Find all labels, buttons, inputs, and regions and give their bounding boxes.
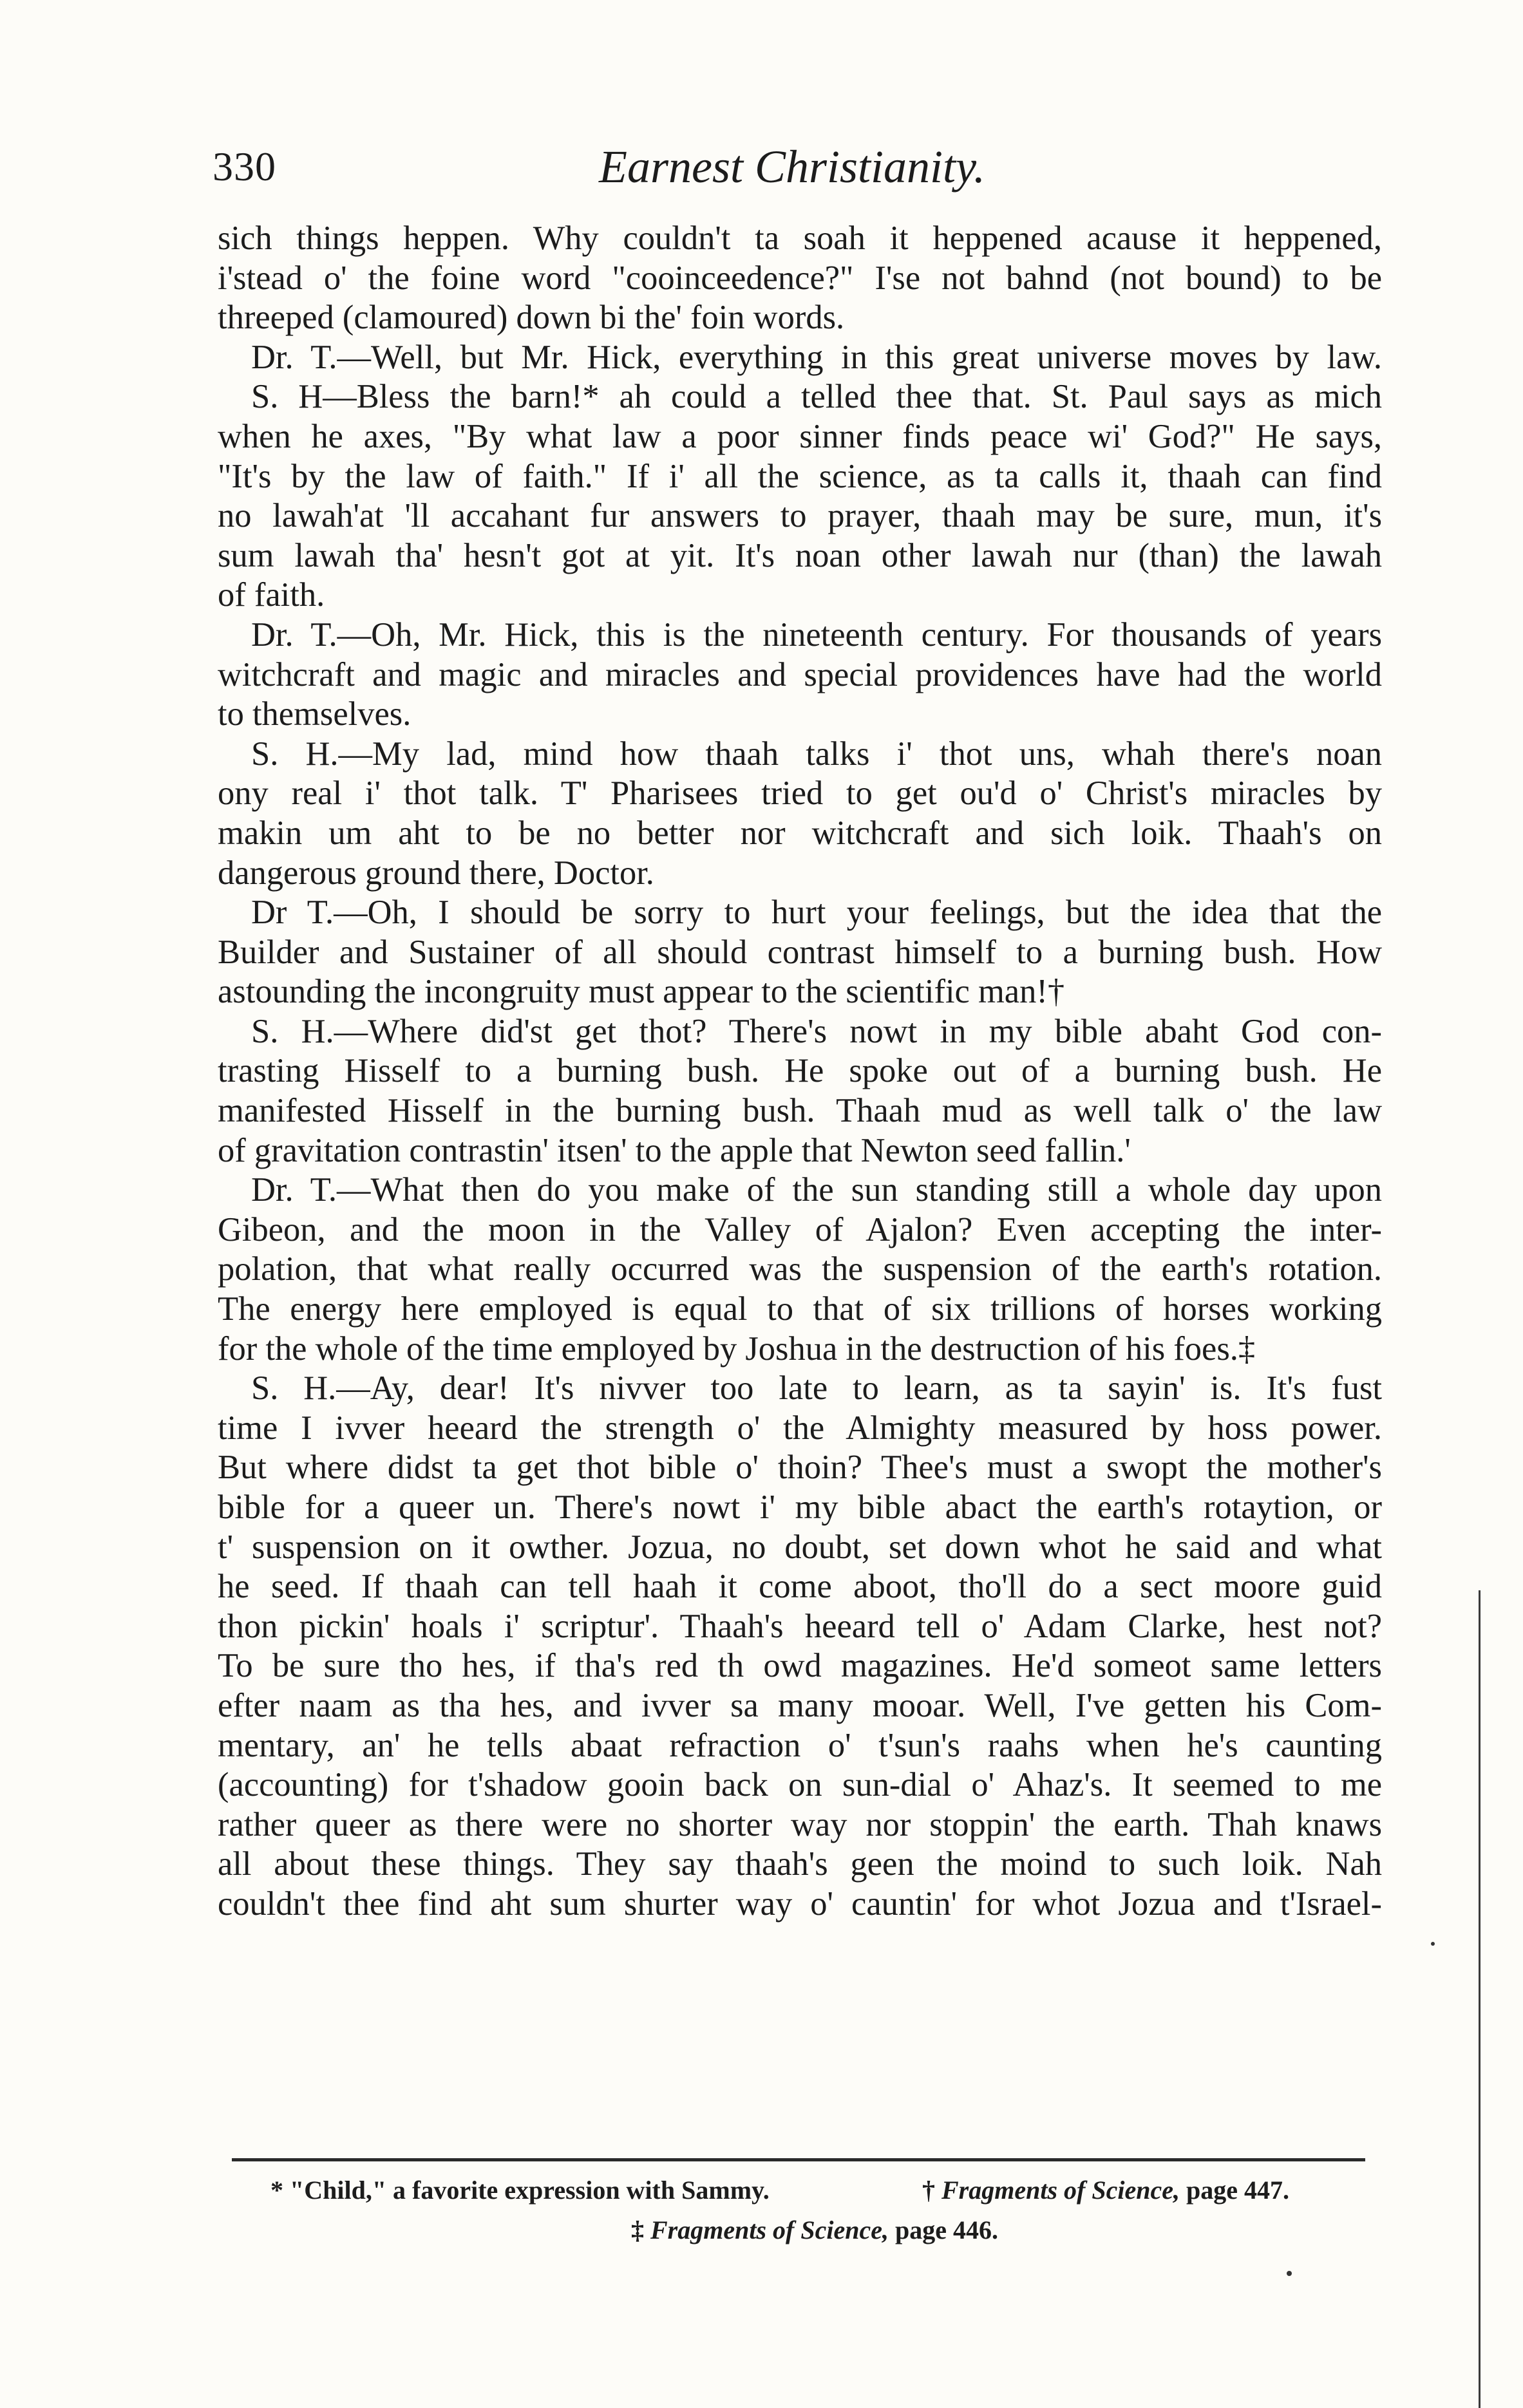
footnote-rule (232, 2158, 1365, 2161)
footnote-child: * "Child," a favorite expression with Sammy. (270, 2176, 770, 2205)
text-line: S. H.—My lad, mind how thaah talks i' thot uns, whah there's noan (251, 735, 1382, 773)
text-line: But where didst ta get thot bible o' thoin? Thee's must a swopt the mother's (218, 1449, 1382, 1487)
text-line: Builder and Sustainer of all should contrast himself to a burning bush. How (218, 933, 1382, 971)
text-line: sich things heppen. Why couldn't ta soah it heppened acause it heppened, (218, 220, 1382, 257)
dagger-mark: † (922, 2176, 935, 2205)
text-line: The energy here employed is equal to that of six trillions of horses working (218, 1290, 1382, 1328)
text-line: i'stead o' the foine word "cooinceedence?" I'se not bahnd (not bound) to be (218, 259, 1382, 297)
text-line: of gravitation contrastin' itsen' to the apple that Newton seed fallin.' (218, 1131, 1131, 1169)
text-line: S. H.—Ay, dear! It's nivver too late to learn, as ta sayin' is. It's fust (251, 1369, 1382, 1407)
text-line: bible for a queer un. There's nowt i' my bible abact the earth's rotaytion, or (218, 1489, 1382, 1526)
text-line: t' suspension on it owther. Jozua, no doubt, set down whot he said and what (218, 1528, 1382, 1566)
footnote-page: page 446. (894, 2215, 998, 2244)
page-number: 330 (213, 144, 276, 189)
text-line: (accounting) for t'shadow gooin back on sun-dial o' Ahaz's. It seemed to me (218, 1766, 1382, 1804)
ink-speck (1431, 1942, 1435, 1946)
text-line: rather queer as there were no shorter way nor stoppin' the earth. Thah knaws (218, 1805, 1382, 1843)
running-head: Earnest Christianity. (599, 141, 986, 193)
text-line: he seed. If thaah can tell haah it come aboot, tho'll do a sect moore guid (218, 1568, 1382, 1606)
text-line: dangerous ground there, Doctor. (218, 854, 654, 892)
text-line: Dr. T.—What then do you make of the sun standing still a whole day upon (251, 1171, 1382, 1209)
text-line: To be sure tho hes, if tha's red th owd magazines. He'd someot same letters (218, 1647, 1382, 1685)
text-line: threeped (clamoured) down bi the' foin words. (218, 299, 845, 337)
margin-ink-line (1479, 1590, 1480, 2408)
text-line: Dr T.—Oh, I should be sorry to hurt your feelings, but the idea that the (251, 894, 1382, 932)
text-line: S. H—Bless the barn!* ah could a telled thee that. St. Paul says as mich (251, 378, 1382, 416)
footnote-page: page 447. (1186, 2176, 1289, 2205)
text-line: couldn't thee find aht sum shurter way o' cauntin' for whot Jozua and t'Israel- (218, 1885, 1382, 1923)
text-line: of faith. (218, 576, 325, 614)
ink-speck (1287, 2271, 1292, 2276)
text-line: ony real i' thot talk. T' Pharisees tried to get ou'd o' Christ's miracles by (218, 775, 1382, 813)
text-line: polation, that what really occurred was the suspension of the earth's rotation. (218, 1250, 1382, 1288)
text-line: no lawah'at 'll accahant fur answers to prayer, thaah may be sure, mun, it's (218, 497, 1382, 535)
footnote-fragments-446 (631, 2215, 998, 2245)
body-text (218, 219, 1382, 1924)
footnote-fragments-447 (922, 2175, 1289, 2205)
text-line: time I ivver heeard the strength o' the Almighty measured by hoss power. (218, 1409, 1382, 1447)
text-line: "It's by the law of faith." If i' all the science, as ta calls it, thaah can find (218, 457, 1382, 495)
double-dagger-mark: ‡ (631, 2215, 644, 2244)
text-line: Gibeon, and the moon in the Valley of Ajalon? Even accepting the inter- (218, 1210, 1382, 1248)
text-line: makin um aht to be no better nor witchcraft and sich loik. Thaah's on (218, 814, 1382, 852)
text-line: Dr. T.—Well, but Mr. Hick, everything in this great universe moves by law. (251, 338, 1382, 376)
text-line: when he axes, "By what law a poor sinner finds peace wi' God?" He says, (218, 417, 1382, 455)
text-line: to themselves. (218, 695, 411, 733)
text-line: witchcraft and magic and miracles and special providences have had the world (218, 655, 1382, 693)
text-line: manifested Hisself in the burning bush. Thaah mud as well talk o' the law (218, 1092, 1382, 1130)
text-line: mentary, an' he tells abaat refraction o' t'sun's raahs when he's caunting (218, 1726, 1382, 1764)
text-line: for the whole of the time employed by Joshua in the destruction of his foes.‡ (218, 1330, 1256, 1368)
footnote-book-title: Fragments of Science, (941, 2176, 1180, 2205)
footnote-book-title: Fragments of Science, (650, 2215, 889, 2244)
text-line: all about these things. They say thaah's geen the moind to such loik. Nah (218, 1845, 1382, 1883)
text-line: sum lawah tha' hesn't got at yit. It's noan other lawah nur (than) the lawah (218, 536, 1382, 574)
text-line: Dr. T.—Oh, Mr. Hick, this is the nineteenth century. For thousands of years (251, 616, 1382, 654)
text-line: trasting Hisself to a burning bush. He spoke out of a burning bush. He (218, 1052, 1382, 1090)
text-line: S. H.—Where did'st get thot? There's nowt in my bible abaht God con- (251, 1012, 1382, 1050)
text-line: efter naam as tha hes, and ivver sa many mooar. Well, I've getten his Com- (218, 1686, 1382, 1724)
text-line: astounding the incongruity must appear to the scientific man!† (218, 973, 1065, 1011)
text-line: thon pickin' hoals i' scriptur'. Thaah's heeard tell o' Adam Clarke, hest not? (218, 1607, 1382, 1645)
